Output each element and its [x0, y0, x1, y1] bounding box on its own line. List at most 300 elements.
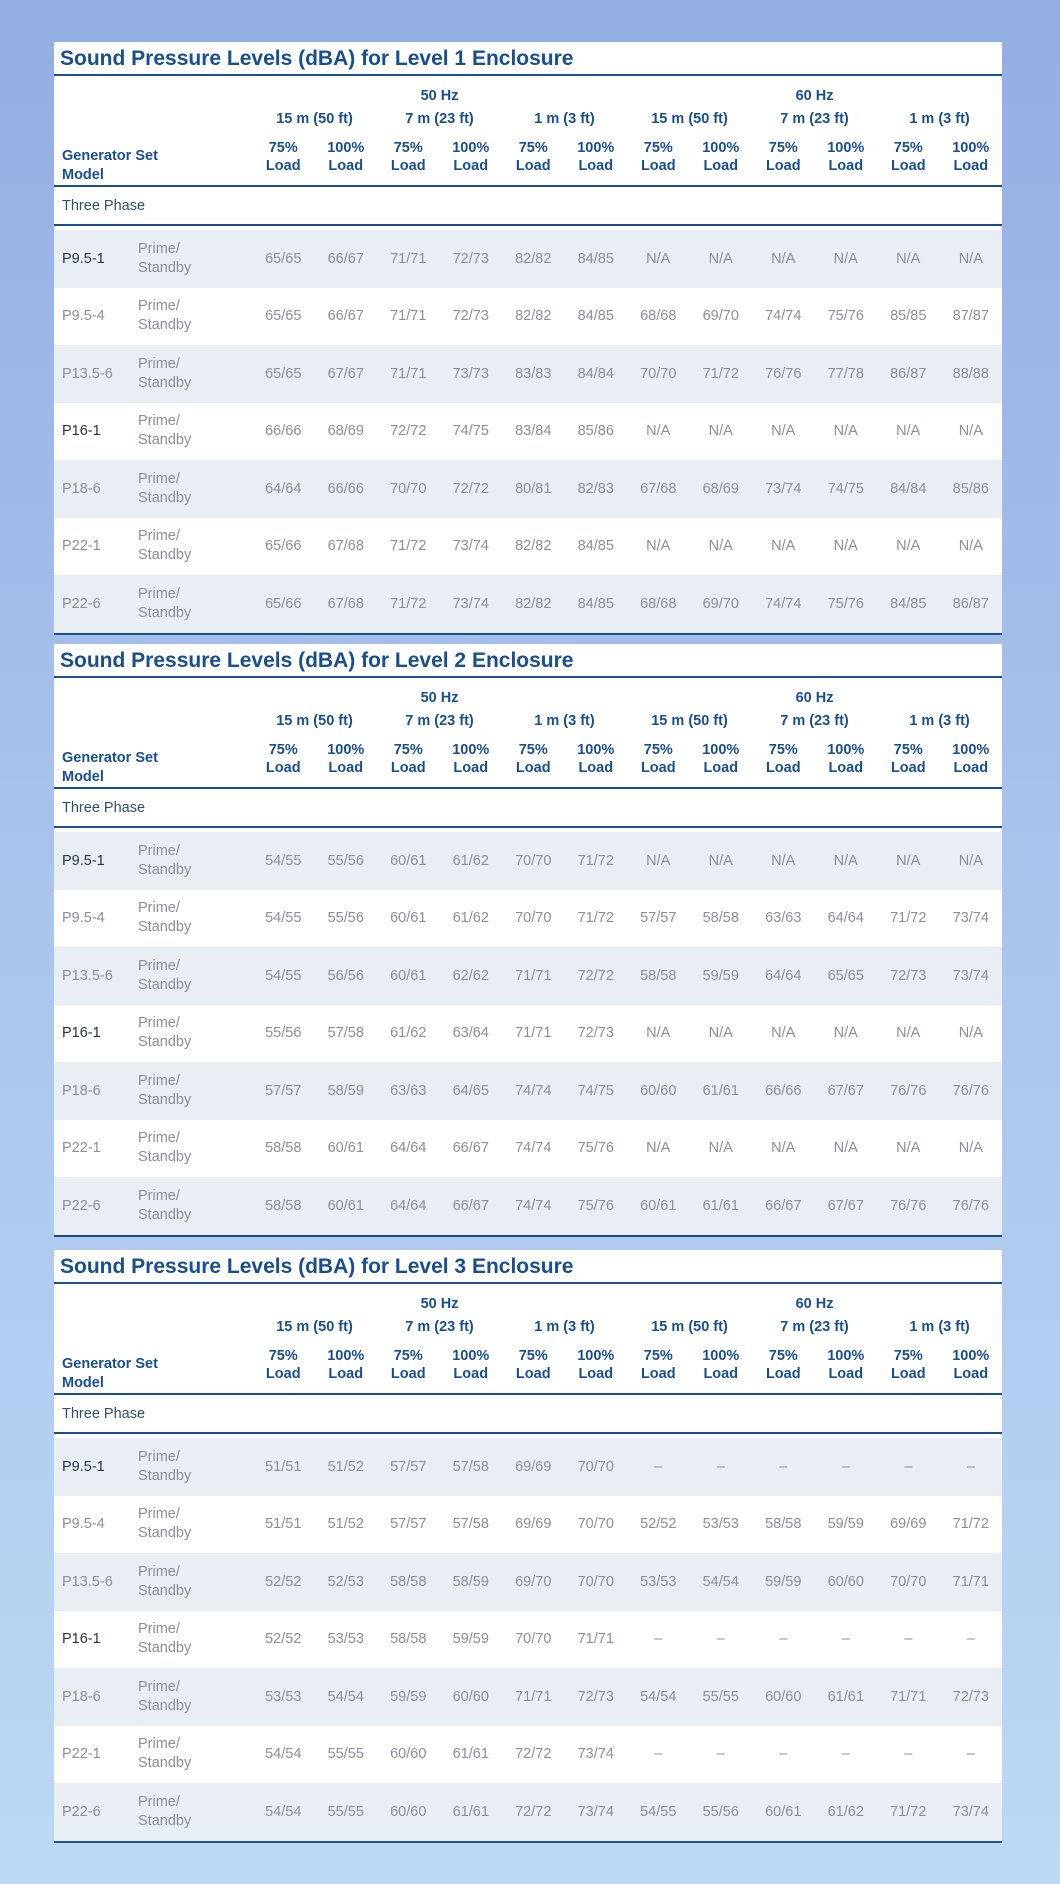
- table-row: [54, 518, 1002, 576]
- load-label: Load: [828, 1366, 864, 1382]
- value-cell: 54/55: [627, 1783, 690, 1842]
- value-cell: 55/55: [315, 1726, 378, 1784]
- rating-line2: Standby: [138, 374, 192, 391]
- value-cell: N/A: [940, 1005, 1003, 1063]
- load-label: Load: [640, 1366, 676, 1382]
- value-cell: 84/85: [877, 575, 940, 634]
- rating-line1: Prime/: [138, 1621, 180, 1638]
- value-cell: 82/82: [502, 230, 565, 288]
- table-row: [54, 832, 1002, 890]
- load-percent: 75%: [268, 742, 298, 758]
- value-cell: 74/74: [502, 1177, 565, 1236]
- rating-cell: [134, 890, 252, 948]
- value-cell: 55/55: [690, 1668, 753, 1726]
- rating-cell: [134, 1496, 252, 1554]
- value-cell: 51/51: [252, 1438, 315, 1496]
- value-cell: 70/70: [377, 460, 440, 518]
- value-cell: 72/73: [565, 1668, 628, 1726]
- load-header: [940, 735, 1003, 788]
- load-percent: 100%: [452, 1348, 490, 1364]
- phase-label: Three Phase: [54, 788, 1002, 827]
- table-row: [54, 1611, 1002, 1669]
- load-header: [502, 133, 565, 186]
- load-label: Load: [390, 760, 426, 776]
- load-label: Load: [765, 1366, 801, 1382]
- load-percent: 75%: [893, 1348, 923, 1364]
- value-cell: N/A: [690, 518, 753, 576]
- value-cell: 53/53: [315, 1611, 378, 1669]
- value-cell: 60/61: [752, 1783, 815, 1842]
- value-cell: N/A: [752, 230, 815, 288]
- value-cell: 73/74: [440, 518, 503, 576]
- value-cell: 64/65: [440, 1062, 503, 1120]
- distance-header: 7 m (23 ft): [405, 712, 474, 729]
- value-cell: 57/57: [377, 1438, 440, 1496]
- value-cell: 58/58: [252, 1120, 315, 1178]
- load-label: Load: [515, 158, 551, 174]
- value-cell: N/A: [627, 832, 690, 890]
- table-row: [54, 1177, 1002, 1236]
- value-cell: 75/76: [815, 288, 878, 346]
- value-cell: 57/57: [252, 1062, 315, 1120]
- value-cell: 66/67: [440, 1177, 503, 1236]
- value-cell: –: [690, 1611, 753, 1669]
- value-cell: 61/62: [440, 832, 503, 890]
- load-percent: 100%: [577, 1348, 615, 1364]
- value-cell: 72/73: [440, 288, 503, 346]
- value-cell: 57/58: [440, 1496, 503, 1554]
- rating-line2: Standby: [138, 489, 192, 506]
- value-cell: –: [752, 1438, 815, 1496]
- value-cell: –: [940, 1438, 1003, 1496]
- distance-header: 1 m (3 ft): [909, 712, 970, 729]
- rating-line1: Prime/: [138, 470, 180, 487]
- value-cell: 64/64: [377, 1120, 440, 1178]
- load-percent: 75%: [893, 742, 923, 758]
- distance-header: 1 m (3 ft): [909, 110, 970, 127]
- rating-line2: Standby: [138, 1149, 192, 1166]
- value-cell: 54/54: [627, 1668, 690, 1726]
- model-cell: P22-1: [54, 1120, 134, 1178]
- value-cell: 52/52: [627, 1496, 690, 1554]
- distance-header: 15 m (50 ft): [276, 712, 353, 729]
- load-label: Load: [765, 158, 801, 174]
- rating-line2: Standby: [138, 1755, 192, 1772]
- load-header: [815, 133, 878, 186]
- table-row: [54, 1726, 1002, 1784]
- value-cell: 54/54: [252, 1783, 315, 1842]
- load-label: Load: [390, 158, 426, 174]
- load-label: Load: [265, 1366, 301, 1382]
- load-header: [502, 1341, 565, 1394]
- load-label: Load: [703, 158, 739, 174]
- load-percent: 100%: [327, 742, 365, 758]
- value-cell: N/A: [627, 230, 690, 288]
- table-row: [54, 1553, 1002, 1611]
- value-cell: 66/66: [252, 403, 315, 461]
- model-cell: P22-6: [54, 1783, 134, 1842]
- value-cell: 68/68: [627, 575, 690, 634]
- value-cell: 58/59: [440, 1553, 503, 1611]
- load-percent: 100%: [327, 140, 365, 156]
- rating-line2: Standby: [138, 259, 192, 276]
- load-percent: 75%: [268, 140, 298, 156]
- value-cell: 68/69: [690, 460, 753, 518]
- value-cell: 55/56: [315, 890, 378, 948]
- rating-line2: Standby: [138, 1697, 192, 1714]
- load-header: [377, 133, 440, 186]
- value-cell: 61/62: [377, 1005, 440, 1063]
- value-cell: 71/72: [877, 1783, 940, 1842]
- load-header: [940, 133, 1003, 186]
- value-cell: 85/86: [565, 403, 628, 461]
- load-percent: 75%: [768, 1348, 798, 1364]
- rating-line1: Prime/: [138, 1506, 180, 1523]
- value-cell: 58/58: [252, 1177, 315, 1236]
- value-cell: –: [815, 1726, 878, 1784]
- value-cell: 67/67: [815, 1177, 878, 1236]
- sound-pressure-table: [54, 76, 1002, 635]
- value-cell: 61/62: [815, 1783, 878, 1842]
- value-cell: 54/55: [252, 890, 315, 948]
- load-label: Load: [640, 760, 676, 776]
- value-cell: 73/73: [440, 345, 503, 403]
- value-cell: 76/76: [877, 1062, 940, 1120]
- value-cell: 70/70: [627, 345, 690, 403]
- sound-table-panel: [54, 644, 1002, 1237]
- value-cell: N/A: [627, 1005, 690, 1063]
- load-percent: 100%: [577, 140, 615, 156]
- model-cell: P9.5-4: [54, 1496, 134, 1554]
- value-cell: 84/85: [565, 518, 628, 576]
- value-cell: N/A: [877, 1005, 940, 1063]
- rating-line2: Standby: [138, 861, 192, 878]
- value-cell: 84/85: [565, 288, 628, 346]
- distance-header: 7 m (23 ft): [780, 110, 849, 127]
- rating-line1: Prime/: [138, 240, 180, 257]
- rating-cell: [134, 1177, 252, 1236]
- value-cell: 71/71: [940, 1553, 1003, 1611]
- value-cell: 73/74: [752, 460, 815, 518]
- model-header-line1: Generator Set: [62, 148, 158, 164]
- model-cell: P16-1: [54, 1005, 134, 1063]
- sound-table-panel: [54, 42, 1002, 635]
- value-cell: 80/81: [502, 460, 565, 518]
- load-header: [315, 133, 378, 186]
- value-cell: 64/64: [815, 890, 878, 948]
- value-cell: 72/73: [440, 230, 503, 288]
- value-cell: 55/56: [252, 1005, 315, 1063]
- value-cell: 71/71: [565, 1611, 628, 1669]
- rating-cell: [134, 1783, 252, 1842]
- value-cell: N/A: [815, 230, 878, 288]
- value-cell: 64/64: [377, 1177, 440, 1236]
- value-cell: N/A: [877, 832, 940, 890]
- value-cell: 84/84: [877, 460, 940, 518]
- value-cell: 69/70: [690, 575, 753, 634]
- model-cell: P22-6: [54, 1177, 134, 1236]
- model-cell: P18-6: [54, 460, 134, 518]
- value-cell: 66/66: [315, 460, 378, 518]
- value-cell: N/A: [815, 1005, 878, 1063]
- value-cell: 52/53: [315, 1553, 378, 1611]
- value-cell: 74/75: [565, 1062, 628, 1120]
- value-cell: 74/74: [502, 1062, 565, 1120]
- load-header: [627, 1341, 690, 1394]
- value-cell: 71/71: [502, 1668, 565, 1726]
- value-cell: 72/72: [377, 403, 440, 461]
- rating-line1: Prime/: [138, 413, 180, 430]
- load-header: [565, 133, 628, 186]
- value-cell: 71/71: [377, 345, 440, 403]
- value-cell: 73/74: [565, 1726, 628, 1784]
- load-label: Load: [765, 760, 801, 776]
- rating-line1: Prime/: [138, 957, 180, 974]
- value-cell: N/A: [815, 1120, 878, 1178]
- load-header: [252, 133, 315, 186]
- value-cell: N/A: [690, 1005, 753, 1063]
- table-row: [54, 288, 1002, 346]
- value-cell: N/A: [752, 518, 815, 576]
- frequency-header: 60 Hz: [795, 690, 834, 706]
- frequency-header: 50 Hz: [420, 1296, 459, 1312]
- rating-line1: Prime/: [138, 900, 180, 917]
- value-cell: 58/58: [377, 1553, 440, 1611]
- load-header: [315, 735, 378, 788]
- load-percent: 100%: [702, 1348, 740, 1364]
- rating-line2: Standby: [138, 1206, 192, 1223]
- rating-cell: [134, 947, 252, 1005]
- value-cell: 69/70: [502, 1553, 565, 1611]
- value-cell: 71/71: [502, 947, 565, 1005]
- model-header-line1: Generator Set: [62, 1356, 158, 1372]
- value-cell: 82/83: [565, 460, 628, 518]
- load-header: [627, 133, 690, 186]
- load-header: [877, 133, 940, 186]
- value-cell: 76/76: [752, 345, 815, 403]
- load-label: Load: [890, 760, 926, 776]
- value-cell: 67/68: [315, 575, 378, 634]
- value-cell: N/A: [940, 832, 1003, 890]
- model-header-line2: Model: [62, 769, 104, 785]
- load-percent: 75%: [518, 742, 548, 758]
- load-percent: 75%: [393, 140, 423, 156]
- value-cell: 53/53: [627, 1553, 690, 1611]
- load-header: [690, 735, 753, 788]
- value-cell: 72/72: [502, 1783, 565, 1842]
- load-percent: 100%: [952, 140, 990, 156]
- rating-line2: Standby: [138, 547, 192, 564]
- value-cell: 65/66: [252, 518, 315, 576]
- load-label: Load: [265, 158, 301, 174]
- value-cell: 70/70: [877, 1553, 940, 1611]
- frequency-header: 60 Hz: [795, 1296, 834, 1312]
- value-cell: 71/72: [565, 890, 628, 948]
- value-cell: 70/70: [565, 1553, 628, 1611]
- load-percent: 100%: [952, 1348, 990, 1364]
- value-cell: 63/64: [440, 1005, 503, 1063]
- value-cell: 70/70: [502, 832, 565, 890]
- value-cell: 53/53: [690, 1496, 753, 1554]
- load-header: [877, 1341, 940, 1394]
- value-cell: 73/74: [440, 575, 503, 634]
- value-cell: 72/72: [440, 460, 503, 518]
- value-cell: N/A: [815, 832, 878, 890]
- rating-line2: Standby: [138, 1467, 192, 1484]
- table-row: [54, 460, 1002, 518]
- load-header: [752, 133, 815, 186]
- value-cell: –: [690, 1438, 753, 1496]
- load-label: Load: [328, 158, 364, 174]
- value-cell: 54/55: [252, 947, 315, 1005]
- value-cell: 87/87: [940, 288, 1003, 346]
- load-label: Load: [890, 1366, 926, 1382]
- value-cell: N/A: [877, 1120, 940, 1178]
- load-header: [565, 735, 628, 788]
- value-cell: N/A: [940, 230, 1003, 288]
- value-cell: 66/67: [440, 1120, 503, 1178]
- value-cell: 65/65: [252, 345, 315, 403]
- rating-cell: [134, 460, 252, 518]
- load-header: [690, 1341, 753, 1394]
- load-header: [377, 1341, 440, 1394]
- value-cell: 71/72: [377, 575, 440, 634]
- value-cell: 72/73: [940, 1668, 1003, 1726]
- load-percent: 100%: [827, 140, 865, 156]
- load-header: [877, 735, 940, 788]
- rating-line1: Prime/: [138, 1793, 180, 1810]
- value-cell: 67/67: [815, 1062, 878, 1120]
- value-cell: N/A: [690, 1120, 753, 1178]
- frequency-header: 50 Hz: [420, 690, 459, 706]
- sound-pressure-table: [54, 678, 1002, 1237]
- load-percent: 75%: [768, 140, 798, 156]
- value-cell: 67/68: [627, 460, 690, 518]
- value-cell: 82/82: [502, 518, 565, 576]
- value-cell: 64/64: [252, 460, 315, 518]
- value-cell: N/A: [627, 1120, 690, 1178]
- rating-line1: Prime/: [138, 1187, 180, 1204]
- value-cell: 72/73: [565, 1005, 628, 1063]
- value-cell: 60/61: [627, 1177, 690, 1236]
- value-cell: N/A: [752, 403, 815, 461]
- value-cell: –: [690, 1726, 753, 1784]
- value-cell: 61/61: [690, 1177, 753, 1236]
- load-header: [252, 735, 315, 788]
- value-cell: 86/87: [877, 345, 940, 403]
- table-row: [54, 890, 1002, 948]
- table-row: [54, 575, 1002, 634]
- value-cell: 71/72: [690, 345, 753, 403]
- value-cell: 76/76: [940, 1177, 1003, 1236]
- distance-header: 15 m (50 ft): [651, 1318, 728, 1335]
- distance-header: 1 m (3 ft): [534, 110, 595, 127]
- table-row: [54, 1668, 1002, 1726]
- rating-line1: Prime/: [138, 1678, 180, 1695]
- model-cell: P16-1: [54, 1611, 134, 1669]
- load-label: Load: [515, 1366, 551, 1382]
- value-cell: 84/85: [565, 230, 628, 288]
- value-cell: N/A: [940, 1120, 1003, 1178]
- value-cell: 83/84: [502, 403, 565, 461]
- value-cell: 60/60: [377, 1726, 440, 1784]
- rating-line2: Standby: [138, 1034, 192, 1051]
- value-cell: 77/78: [815, 345, 878, 403]
- model-cell: P13.5-6: [54, 947, 134, 1005]
- phase-label: Three Phase: [54, 186, 1002, 225]
- rating-line2: Standby: [138, 976, 192, 993]
- value-cell: 52/52: [252, 1611, 315, 1669]
- value-cell: 85/86: [940, 460, 1003, 518]
- rating-line2: Standby: [138, 1640, 192, 1657]
- load-header: [752, 735, 815, 788]
- model-cell: P18-6: [54, 1668, 134, 1726]
- value-cell: 57/57: [627, 890, 690, 948]
- load-percent: 100%: [452, 140, 490, 156]
- phase-label: Three Phase: [54, 1394, 1002, 1433]
- value-cell: 65/65: [252, 230, 315, 288]
- value-cell: N/A: [877, 518, 940, 576]
- model-header-line2: Model: [62, 167, 104, 183]
- value-cell: 58/58: [752, 1496, 815, 1554]
- load-percent: 75%: [518, 1348, 548, 1364]
- value-cell: 66/67: [752, 1177, 815, 1236]
- rating-line1: Prime/: [138, 1563, 180, 1580]
- load-label: Load: [515, 760, 551, 776]
- value-cell: 82/82: [502, 288, 565, 346]
- model-cell: P9.5-1: [54, 230, 134, 288]
- value-cell: 56/56: [315, 947, 378, 1005]
- value-cell: 60/61: [377, 832, 440, 890]
- load-header: [252, 1341, 315, 1394]
- rating-line1: Prime/: [138, 585, 180, 602]
- value-cell: 84/85: [565, 575, 628, 634]
- sound-pressure-table: [54, 1284, 1002, 1843]
- value-cell: 71/71: [877, 1668, 940, 1726]
- value-cell: 86/87: [940, 575, 1003, 634]
- value-cell: 60/61: [315, 1177, 378, 1236]
- value-cell: 55/56: [315, 832, 378, 890]
- load-percent: 75%: [893, 140, 923, 156]
- load-percent: 100%: [952, 742, 990, 758]
- load-percent: 100%: [702, 140, 740, 156]
- value-cell: N/A: [752, 1120, 815, 1178]
- rating-cell: [134, 1120, 252, 1178]
- table-title: Sound Pressure Levels (dBA) for Level 3 Enclosure: [54, 1250, 1002, 1284]
- value-cell: 60/61: [377, 890, 440, 948]
- distance-header: 7 m (23 ft): [780, 712, 849, 729]
- load-label: Load: [453, 1366, 489, 1382]
- value-cell: 88/88: [940, 345, 1003, 403]
- value-cell: N/A: [877, 230, 940, 288]
- table-row: [54, 345, 1002, 403]
- load-label: Load: [390, 1366, 426, 1382]
- value-cell: 66/67: [315, 288, 378, 346]
- rating-line2: Standby: [138, 1582, 192, 1599]
- load-percent: 100%: [702, 742, 740, 758]
- value-cell: 74/75: [440, 403, 503, 461]
- load-percent: 100%: [577, 742, 615, 758]
- value-cell: 51/52: [315, 1496, 378, 1554]
- value-cell: 71/72: [565, 832, 628, 890]
- table-row: [54, 1438, 1002, 1496]
- value-cell: –: [752, 1611, 815, 1669]
- value-cell: 73/74: [940, 1783, 1003, 1842]
- value-cell: 61/62: [440, 890, 503, 948]
- value-cell: 74/74: [502, 1120, 565, 1178]
- model-cell: P9.5-1: [54, 1438, 134, 1496]
- value-cell: 54/55: [252, 832, 315, 890]
